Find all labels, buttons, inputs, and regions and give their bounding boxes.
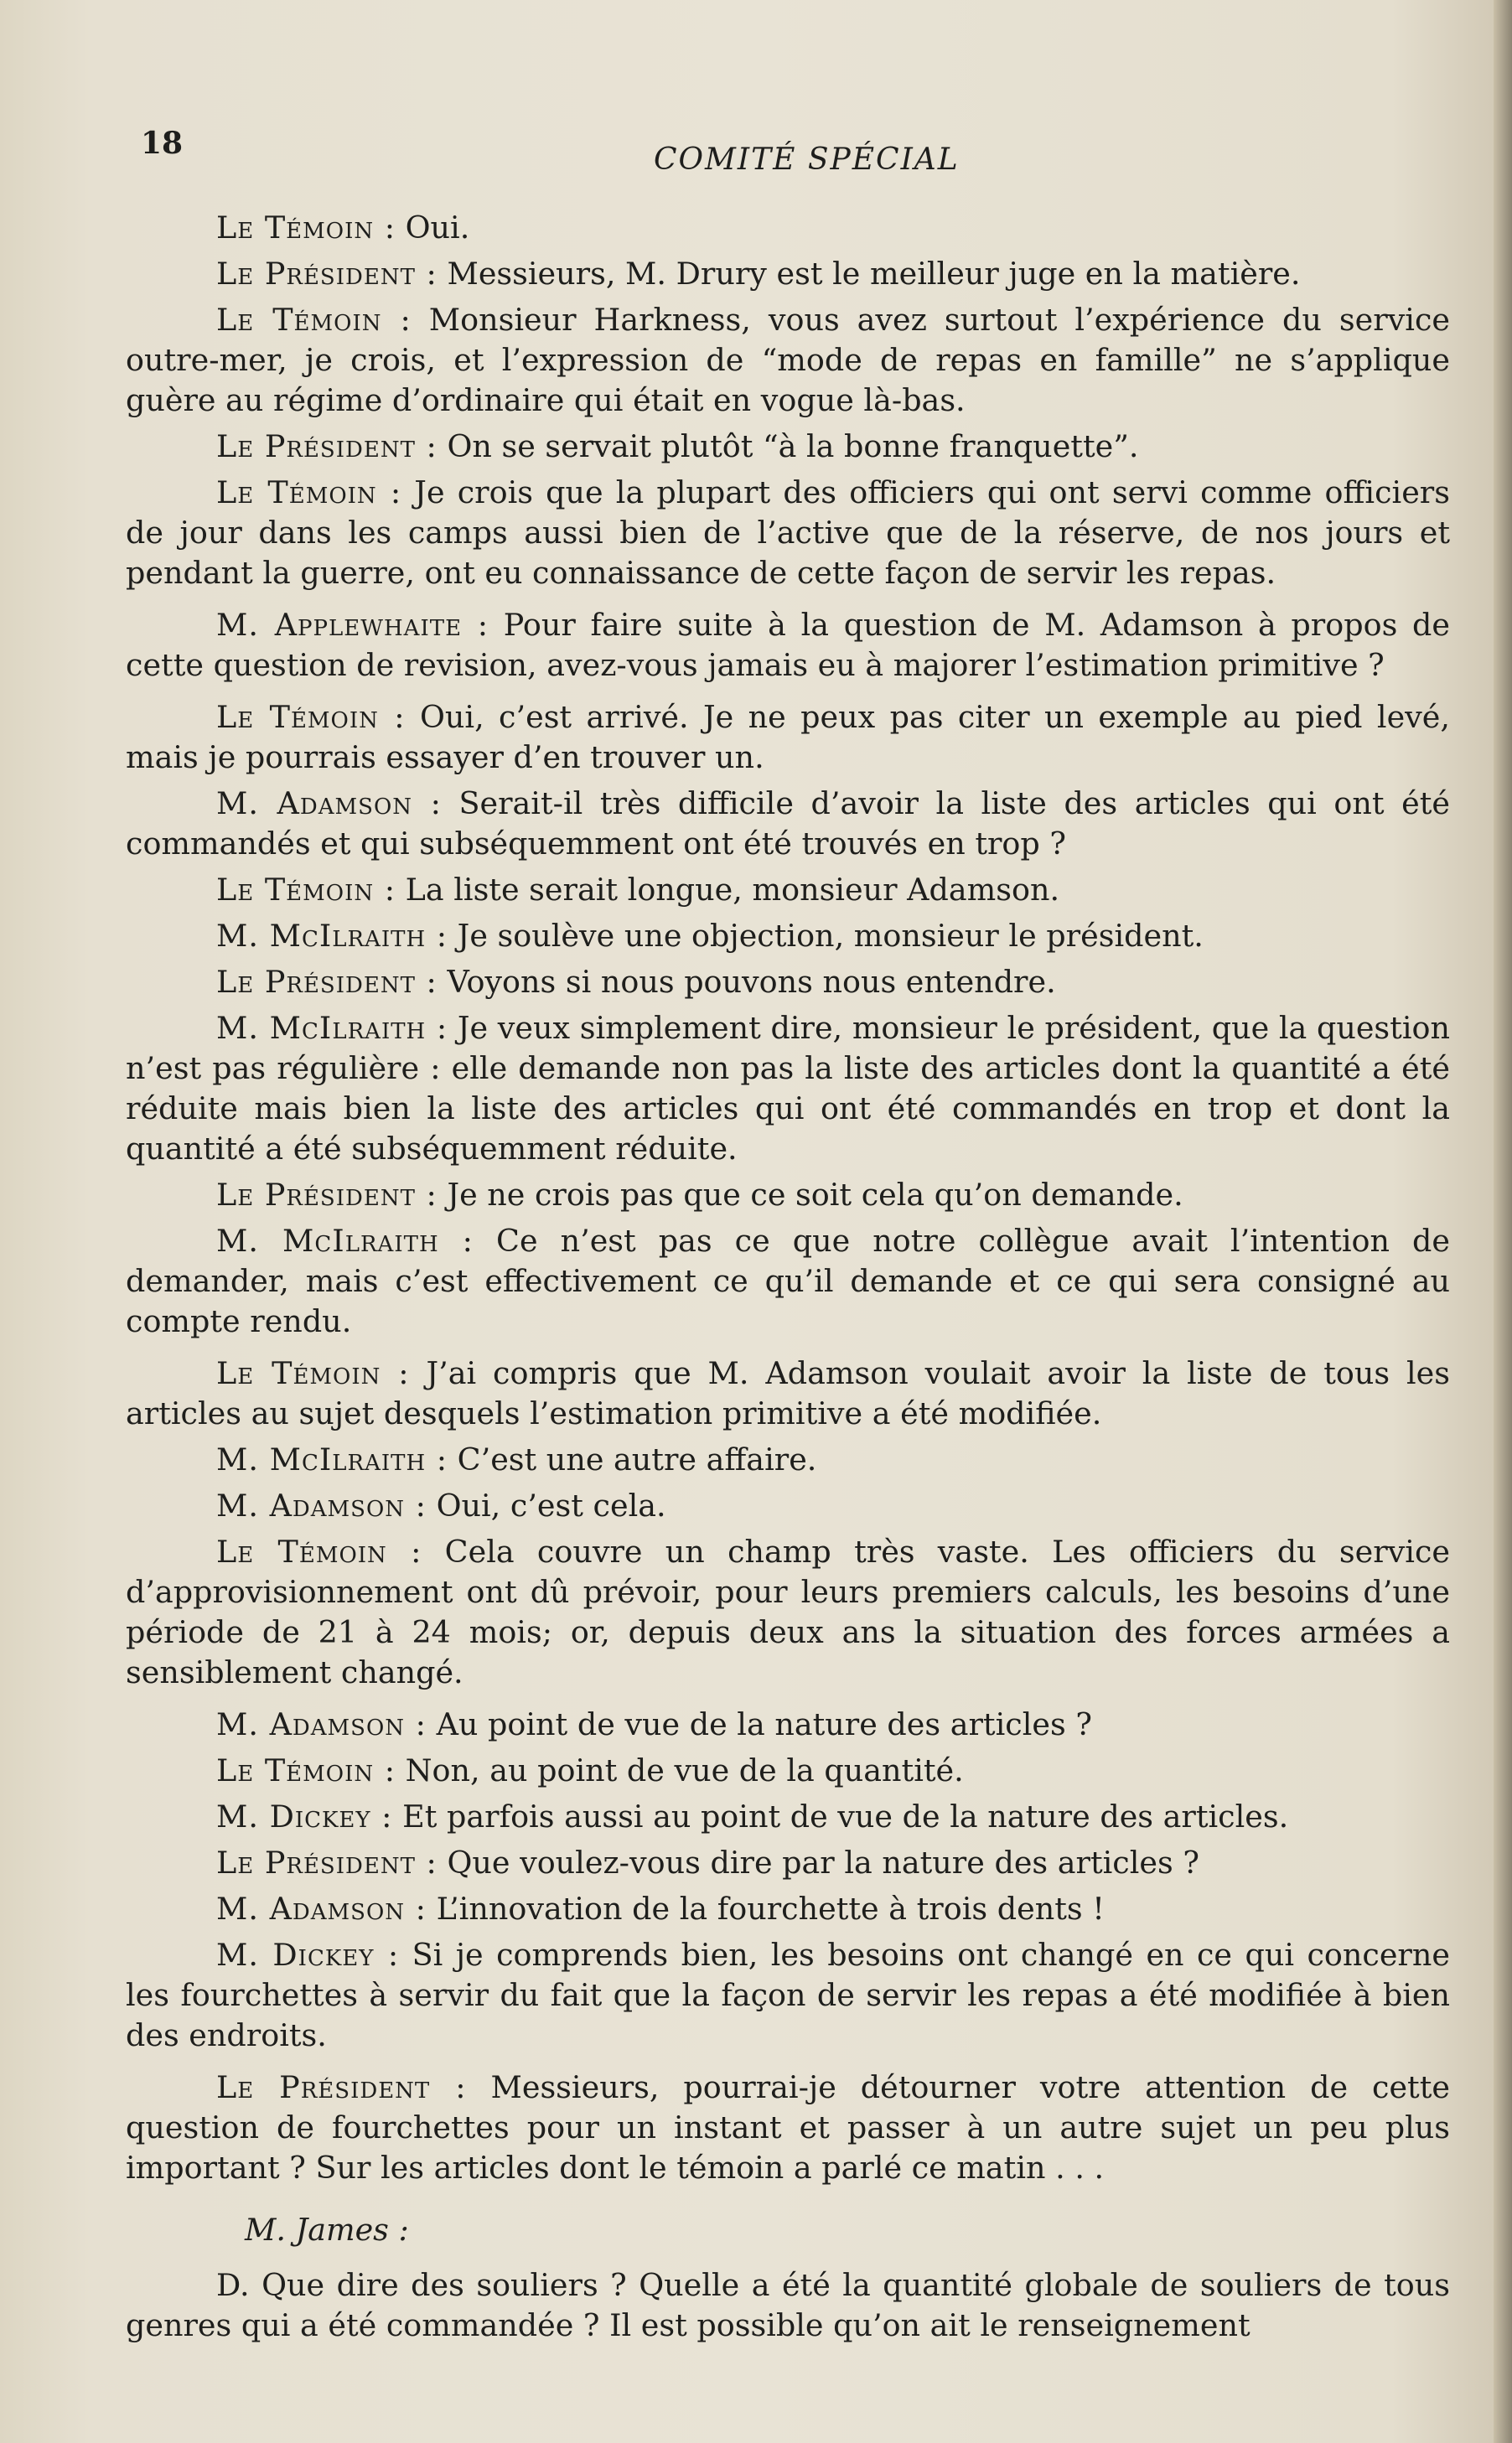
paragraph-text: Voyons si nous pouvons nous entendre.: [437, 964, 1056, 1000]
speaker-label: Le Président :: [216, 2069, 467, 2105]
paragraph: [126, 300, 1450, 421]
paragraph: [126, 2068, 1450, 2188]
paragraph-text: J’ai compris que M. Adamson voulait avoir la liste de tous les articles au sujet desquels l’estimation primitive a été modifiée.: [126, 1355, 1450, 1431]
paragraph: [126, 1008, 1450, 1169]
speaker-label: Le Président :: [216, 1177, 438, 1213]
paragraph-text: Pour faire suite à la question de M. Adamson à propos de cette question de revision, avez-vous jamais eu à majorer l’estimation primitive ?: [126, 607, 1450, 683]
paragraph-text: Cela couvre un champ très vaste. Les officiers du service d’approvisionnement ont dû prévoir, pour leurs premiers calculs, les besoins d’une période de 21 à 24 mois; or, depuis deux ans la situation des forces armées a sensiblement changé.: [126, 1534, 1450, 1690]
speaker-label: Le Témoin :: [216, 474, 402, 510]
paragraph-text: L’innovation de la fourchette à trois dents !: [426, 1891, 1105, 1927]
speaker-label: Le Témoin :: [216, 1752, 396, 1788]
paragraph-text: Oui, c’est arrivé. Je ne peux pas citer un exemple au pied levé, mais je pourrais essayer d’en trouver un.: [126, 699, 1450, 775]
question-label: D.: [216, 2267, 250, 2303]
speaker-label: Le Président :: [216, 256, 438, 292]
paragraph: [126, 605, 1450, 686]
speaker-label: M. Adamson :: [216, 785, 442, 821]
speaker-label: M. McIlraith :: [216, 1441, 448, 1478]
paragraph-text: Je veux simplement dire, monsieur le président, que la question n’est pas régulière : elle demande non pas la liste des articles dont la quantité a été réduite mais bien la liste des articles qui ont été commandés en trop et dont la quantité a été subséquemment réduite.: [126, 1010, 1450, 1167]
speaker-label: M. Adamson :: [216, 1706, 427, 1742]
paragraph-text: Et parfois aussi au point de vue de la nature des articles.: [392, 1799, 1289, 1835]
paragraph-text: Je soulève une objection, monsieur le président.: [448, 918, 1204, 954]
paragraph-text: La liste serait longue, monsieur Adamson.: [396, 872, 1060, 908]
speaker-label: M. McIlraith :: [216, 1010, 448, 1046]
paragraph-text: Non, au point de vue de la quantité.: [396, 1752, 964, 1788]
paragraph: [126, 1353, 1450, 1434]
paragraph: [126, 1175, 1450, 1215]
paragraph: [126, 254, 1450, 294]
paragraph-text: Si je comprends bien, les besoins ont changé en ce qui concerne les fourchettes à servir du fait que la façon de servir les repas a été modifiée à bien des endroits.: [126, 1937, 1450, 2053]
paragraph-text: Messieurs, pourrai-je détourner votre attention de cette question de fourchettes pour un instant et passer à un autre sujet un peu plus important ? Sur les articles dont le témoin a parlé ce matin . . .: [126, 2069, 1450, 2186]
paragraph: [126, 473, 1450, 593]
speaker-label: Le Témoin :: [216, 699, 406, 735]
speaker-label: Le Témoin :: [216, 872, 396, 908]
page-number: 18: [141, 126, 184, 161]
speaker-label: Le Témoin :: [216, 1355, 410, 1391]
paragraph: [126, 1843, 1450, 1883]
paragraph: [126, 784, 1450, 864]
paragraph-text: Que dire des souliers ? Quelle a été la quantité globale de souliers de tous genres qui a été commandée ? Il est possible qu’on ait le renseignement: [126, 2267, 1450, 2343]
speaker-label: M. Dickey :: [216, 1937, 400, 1973]
paragraph-text: Que voulez-vous dire par la nature des articles ?: [437, 1845, 1199, 1881]
paragraph-text: Je crois que la plupart des officiers qui ont servi comme officiers de jour dans les camps aussi bien de l’active que de la réserve, de nos jours et pendant la guerre, ont eu connaissance de cette façon de servir les repas.: [126, 474, 1450, 591]
speaker-label: Le Président :: [216, 1845, 438, 1881]
speaker-label: M. Applewhaite :: [216, 607, 489, 643]
speaker-label: Le Témoin :: [216, 302, 412, 338]
paragraph: [126, 1532, 1450, 1693]
paragraph: [126, 1935, 1450, 2056]
speaker-label: Le Président :: [216, 428, 438, 464]
speaker-label: M. Adamson :: [216, 1488, 427, 1524]
transcript-body: [126, 208, 1450, 2352]
paragraph: [126, 1751, 1450, 1791]
speaker-label: M. Dickey :: [216, 1799, 393, 1835]
paragraph-text: Monsieur Harkness, vous avez surtout l’expérience du service outre-mer, je crois, et l’expression de “mode de repas en famille” ne s’applique guère au régime d’ordinaire qui était en vogue là-bas.: [126, 302, 1450, 418]
paragraph-text: Je ne crois pas que ce soit cela qu’on demande.: [437, 1177, 1183, 1213]
paragraph-text: Ce n’est pas ce que notre collègue avait l’intention de demander, mais c’est effectivement ce qu’il demande et ce qui sera consigné au compte rendu.: [126, 1223, 1450, 1339]
speaker-label: M. McIlraith :: [216, 918, 448, 954]
paragraph: [126, 1889, 1450, 1929]
paragraph-text: Oui, c’est cela.: [426, 1488, 666, 1524]
paragraph: [126, 208, 1450, 248]
paragraph: [126, 1440, 1450, 1480]
paragraph: [126, 870, 1450, 910]
page-spine-shadow: [1494, 0, 1512, 2443]
paragraph: [126, 697, 1450, 778]
paragraph: [126, 916, 1450, 956]
paragraph: [126, 1705, 1450, 1745]
section-heading: M. James :: [245, 2212, 409, 2248]
paragraph: [126, 1221, 1450, 1342]
paragraph: [126, 427, 1450, 467]
speaker-label: Le Témoin :: [216, 210, 396, 246]
paragraph-text: Serait-il très difficile d’avoir la liste des articles qui ont été commandés et qui subséquemment ont été trouvés en trop ?: [126, 785, 1450, 862]
speaker-label: M. McIlraith :: [216, 1223, 474, 1259]
speaker-label: Le Témoin :: [216, 1534, 422, 1570]
paragraph: [126, 962, 1450, 1002]
paragraph: [126, 1797, 1450, 1837]
paragraph-text: Oui.: [396, 210, 470, 246]
paragraph: [126, 1486, 1450, 1526]
speaker-label: M. Adamson :: [216, 1891, 427, 1927]
question-paragraph: [126, 2265, 1450, 2346]
running-head: COMITÉ SPÉCIAL: [654, 142, 960, 177]
paragraph-text: C’est une autre affaire.: [448, 1441, 817, 1478]
paragraph-text: Messieurs, M. Drury est le meilleur juge en la matière.: [437, 256, 1301, 292]
speaker-label: Le Président :: [216, 964, 438, 1000]
paragraph-text: On se servait plutôt “à la bonne franquette”.: [437, 428, 1139, 464]
paragraph-text: Au point de vue de la nature des articles ?: [426, 1706, 1092, 1742]
